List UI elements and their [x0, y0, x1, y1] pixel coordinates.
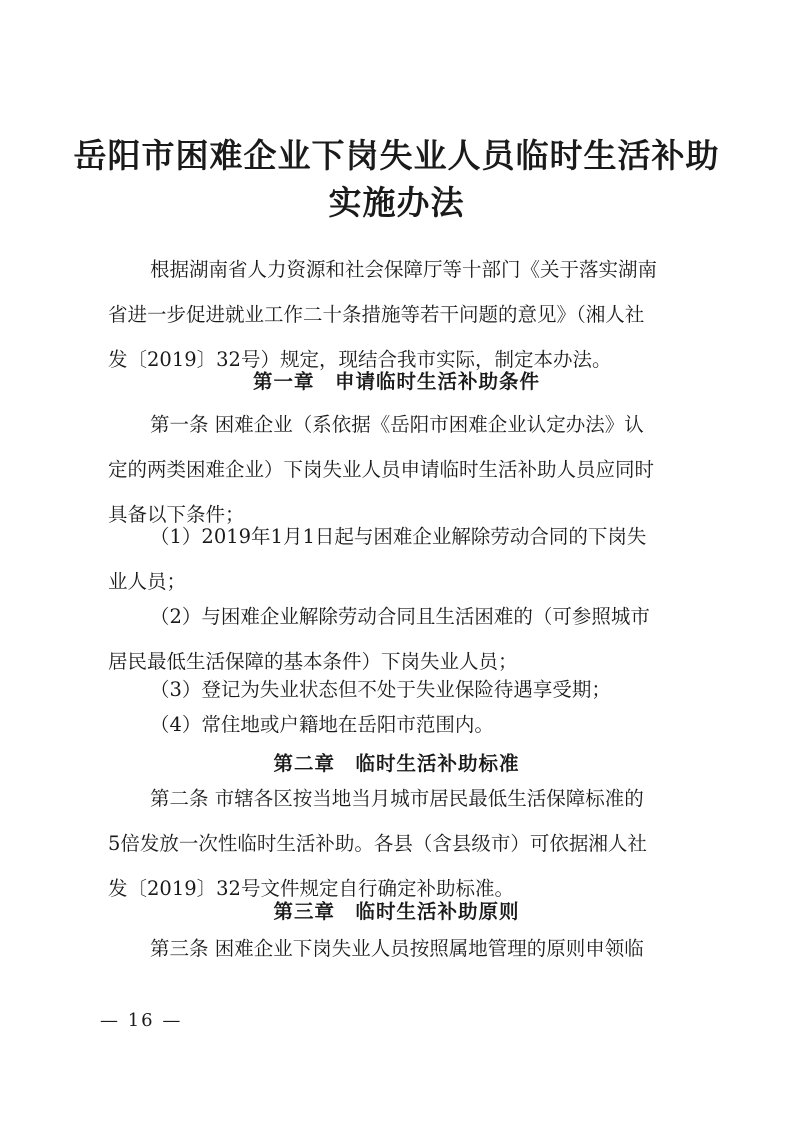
document-title-line-2: 实施办法 [328, 183, 465, 222]
condition-item-2-line: 居民最低生活保障的基本条件）下岗失业人员； [108, 650, 518, 673]
condition-item-1-line: 业人员； [108, 570, 187, 593]
condition-item-3-line: （3）登记为失业状态但不处于失业保险待遇享受期； [150, 678, 611, 701]
article-2-line: 第二条 市辖各区按当地当月城市居民最低生活保障标准的 [150, 787, 644, 810]
intro-line: 发〔2019〕32号）规定，现结合我市实际，制定本办法。 [108, 348, 612, 371]
article-3-line: 第三条 困难企业下岗失业人员按照属地管理的原则申领临 [150, 937, 644, 960]
article-1-line: 第一条 困难企业（系依据《岳阳市困难企业认定办法》认 [150, 413, 644, 436]
article-2 [108, 776, 708, 911]
page-number: — 16 — [100, 1010, 183, 1031]
article-2-line: 5倍发放一次性临时生活补助。各县（含县级市）可依据湘人社 [108, 832, 647, 855]
intro-line: 省进一步促进就业工作二十条措施等若干问题的意见》（湘人社 [108, 303, 645, 326]
chapter-2-heading: 第二章 临时生活补助标准 [273, 752, 520, 775]
chapter-3-heading: 第三章 临时生活补助原则 [273, 900, 520, 923]
document-title-line-1: 岳阳市困难企业下岗失业人员临时生活补助 [73, 136, 720, 175]
condition-item-2-line: （2）与困难企业解除劳动合同且生活困难的（可参照城市 [150, 605, 650, 628]
condition-item-1 [108, 514, 708, 604]
intro-line: 根据湖南省人力资源和社会保障厅等十部门《关于落实湖南 [150, 258, 658, 281]
article-3 [108, 926, 708, 971]
condition-item-1-line: （1）2019年1月1日起与困难企业解除劳动合同的下岗失 [150, 525, 647, 548]
article-1-line: 具备以下条件； [108, 503, 245, 526]
chapter-1-heading: 第一章 申请临时生活补助条件 [252, 370, 540, 393]
article-1-line: 定的两类困难企业）下岗失业人员申请临时生活补助人员应同时 [108, 458, 655, 481]
condition-item-4 [108, 702, 708, 747]
condition-item-4-line: （4）常住地或户籍地在岳阳市范围内。 [150, 713, 494, 736]
article-2-line: 发〔2019〕32号文件规定自行确定补助标准。 [108, 877, 514, 900]
